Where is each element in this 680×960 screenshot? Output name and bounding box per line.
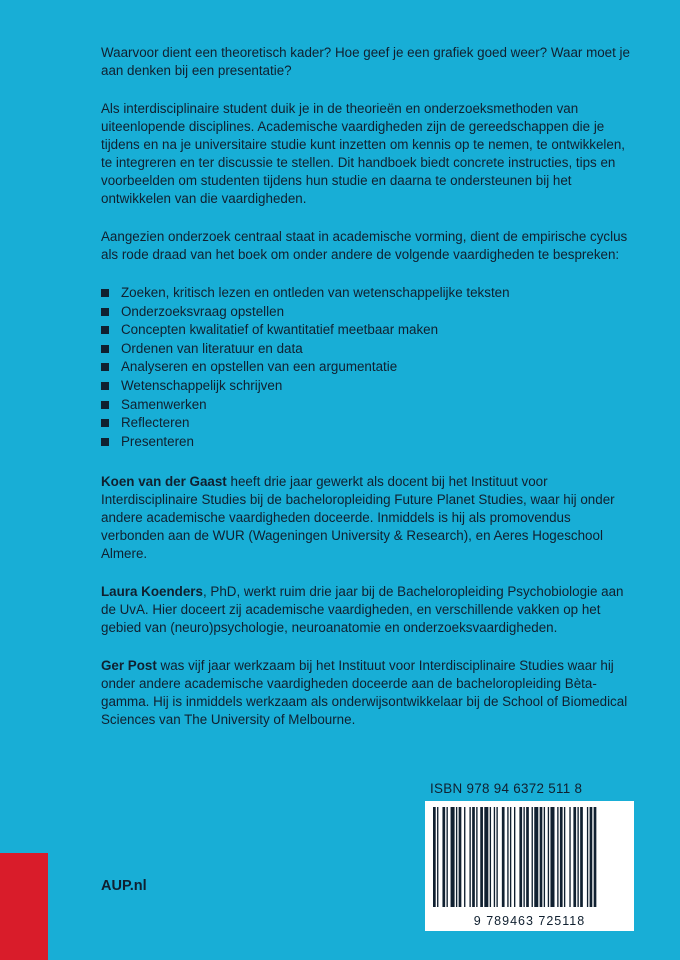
square-bullet-icon [101, 438, 109, 446]
barcode-bar [490, 807, 491, 907]
barcode-bar [437, 807, 438, 907]
barcode-bar [569, 807, 570, 907]
barcode-bar [433, 807, 436, 907]
barcode-bar [447, 807, 448, 907]
barcode-bar [577, 807, 578, 907]
barcode-bar [476, 807, 477, 907]
barcode-bar [519, 807, 522, 907]
barcode-bar [469, 807, 470, 907]
publisher-website: AUP.nl [101, 878, 147, 894]
barcode-bar [526, 807, 529, 907]
list-item: Reflecteren [101, 414, 631, 433]
author-name: Koen van der Gaast [101, 474, 227, 490]
list-item: Ordenen van literatuur en data [101, 340, 631, 359]
list-item: Samenwerken [101, 396, 631, 415]
barcode-bar [496, 807, 497, 907]
barcode-bar [480, 807, 483, 907]
barcode-bar [573, 807, 576, 907]
barcode-bar [550, 807, 554, 907]
barcode-digits: 9 789463 725118 [473, 914, 586, 928]
square-bullet-icon [101, 289, 109, 297]
barcode-bar [502, 807, 505, 907]
barcode-bar [587, 807, 588, 907]
barcode-bar [514, 807, 515, 907]
list-item: Analyseren en opstellen van een argumentatie [101, 358, 631, 377]
barcode-bar [594, 807, 597, 907]
barcode-bar [507, 807, 508, 907]
author-bio-2: Laura Koenders, PhD, werkt ruim drie jaar bij de Bacheloropleiding Psychobiologie aan de UvA. Hier doceert zij academische vaardigheden, en verschillende vakken op het gebied van (neuro)psychologie, neuroanatomie en onderzoeksvaardigheden. [101, 584, 624, 636]
barcode-bar [544, 807, 545, 907]
barcode-bar [456, 807, 457, 907]
list-item: Wetenschappelijk schrijven [101, 377, 631, 396]
barcode-bar [548, 807, 549, 907]
square-bullet-icon [101, 326, 109, 334]
author-name: Ger Post [101, 658, 157, 674]
barcode-bar [494, 807, 495, 907]
isbn-label: ISBN 978 94 6372 511 8 [430, 781, 583, 796]
square-bullet-icon [101, 345, 109, 353]
barcode-bar [564, 807, 565, 907]
square-bullet-icon [101, 363, 109, 371]
barcode-bar [560, 807, 563, 907]
barcode-bar [484, 807, 488, 907]
barcode-bar [534, 807, 538, 907]
barcode [425, 801, 634, 931]
barcode-bar [523, 807, 524, 907]
barcode-bar [464, 807, 465, 907]
list-item: Onderzoeksvraag opstellen [101, 303, 631, 322]
intro-paragraph-1: Waarvoor dient een theoretisch kader? Hoe geef je een grafiek goed weer? Waar moet je aan denken bij een presentatie? [101, 45, 630, 78]
author-bio-3: Ger Post was vijf jaar werkzaam bij het Instituut voor Interdisciplinaire Studies waar hij onder andere academische vaardigheden doceerde aan de bacheloropleiding Bèta-gamma. Hij is inmiddels werkzaam als onderwijsontwikkelaar bij de School of Biomedical Sciences van The University of Melbourne. [101, 658, 628, 728]
intro-paragraph-3: Aangezien onderzoek centraal staat in academische vorming, dient de empirische cyclus als rode draad van het boek om onder andere de volgende vaardigheden te bespreken: [101, 229, 628, 262]
barcode-bar [590, 807, 593, 907]
author-name: Laura Koenders [101, 584, 203, 600]
back-cover-text [101, 44, 631, 749]
barcode-bar [532, 807, 533, 907]
barcode-bar [472, 807, 475, 907]
square-bullet-icon [101, 308, 109, 316]
list-item: Zoeken, kritisch lezen en ontleden van wetenschappelijke teksten [101, 284, 631, 303]
barcode-bar [510, 807, 511, 907]
barcode-bars [425, 801, 634, 909]
barcode-bar [442, 807, 445, 907]
square-bullet-icon [101, 401, 109, 409]
barcode-bar [451, 807, 455, 907]
barcode-bar [540, 807, 543, 907]
square-bullet-icon [101, 382, 109, 390]
barcode-bar [459, 807, 462, 907]
barcode-bar [580, 807, 583, 907]
author-bio-1: Koen van der Gaast heeft drie jaar gewerkt als docent bij het Instituut voor Interdisciplinaire Studies bij de bacheloropleiding Future Planet Studies, waar hij onder andere academische vaardigheden doceerde. Inmiddels is hij als promovendus verbonden aan de WUR (Wageningen University & Research), en Aeres Hogeschool Almere. [101, 474, 615, 562]
intro-paragraph-2: Als interdisciplinaire student duik je in de theorieën en onderzoeksmethoden van uiteenlopende disciplines. Academische vaardigheden zijn de gereedschappen die je tijdens en na je universitaire studie kunt inzetten om kennis op te nemen, te ontwikkelen, te integreren en ter discussie te stellen. Dit handboek biedt concrete instructies, tips en voorbeelden om studenten tijdens hun studie en daarna te ondersteunen bij het ontwikkelen van die vaardigheden. [101, 101, 626, 206]
list-item: Concepten kwalitatief of kwantitatief meetbaar maken [101, 321, 631, 340]
red-accent-block [0, 853, 48, 960]
list-item: Presenteren [101, 433, 631, 452]
barcode-bar [557, 807, 558, 907]
skills-list [101, 284, 631, 451]
square-bullet-icon [101, 419, 109, 427]
